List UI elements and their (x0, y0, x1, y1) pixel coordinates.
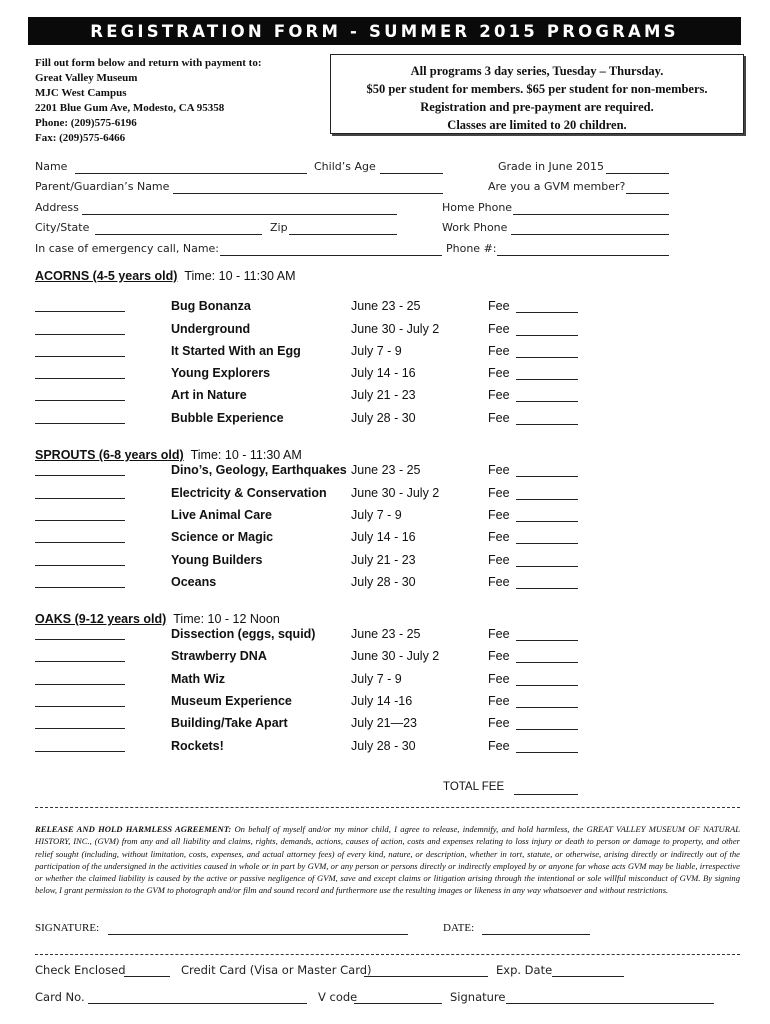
class-date: June 23 - 25 (351, 463, 421, 477)
class-row (0, 411, 770, 431)
card-signature-label: Signature (450, 990, 506, 1004)
class-name: Strawberry DNA (171, 649, 267, 663)
info-line-2: $50 per student for members. $65 per student for non-members. (366, 82, 708, 96)
card-number-label: Card No. (35, 990, 85, 1004)
class-row (0, 716, 770, 736)
divider (35, 954, 740, 955)
name-field[interactable] (75, 173, 307, 174)
section-header-oaks (35, 612, 280, 626)
name-label: Name (35, 160, 68, 173)
class-name: Museum Experience (171, 694, 292, 708)
info-line-3: Registration and pre-payment are required. (420, 100, 654, 114)
exp-date-label: Exp. Date (496, 963, 553, 977)
fee-field[interactable] (516, 379, 578, 380)
fee-label: Fee (488, 486, 510, 500)
fee-label: Fee (488, 694, 510, 708)
emergency-phone-label: Phone #: (446, 242, 497, 255)
signature-field[interactable] (108, 934, 408, 935)
class-row (0, 553, 770, 573)
fee-field[interactable] (516, 476, 578, 477)
class-name: Science or Magic (171, 530, 274, 544)
form-title: REGISTRATION FORM - SUMMER 2015 PROGRAMS (28, 17, 741, 45)
member-field[interactable] (626, 193, 669, 194)
class-date: July 21 - 23 (351, 553, 416, 567)
fee-label: Fee (488, 530, 510, 544)
class-name: Dino’s, Geology, Earthquakes (171, 463, 347, 477)
emergency-phone-field[interactable] (497, 255, 669, 256)
enroll-blank[interactable] (35, 706, 125, 707)
fee-field[interactable] (516, 662, 578, 663)
class-row (0, 530, 770, 550)
class-row (0, 575, 770, 595)
class-name: Bubble Experience (171, 411, 284, 425)
class-date: June 30 - July 2 (351, 649, 440, 663)
class-name: Math Wiz (171, 672, 226, 686)
member-label: Are you a GVM member? (488, 180, 626, 193)
work-phone-label: Work Phone (442, 221, 508, 234)
section-title: ACORNS (4-5 years old) (35, 269, 178, 283)
credit-card-field[interactable] (364, 976, 488, 977)
program-info-box (330, 54, 744, 134)
release-heading: RELEASE AND HOLD HARMLESS AGREEMENT: (35, 824, 232, 834)
check-enclosed-label: Check Enclosed (35, 963, 126, 977)
enroll-blank[interactable] (35, 498, 125, 499)
class-row (0, 388, 770, 408)
contact-fax: Fax: (209)575-6466 (35, 132, 126, 144)
section-time: Time: 10 - 12 Noon (173, 612, 280, 626)
fee-field[interactable] (516, 588, 578, 589)
class-name: Bug Bonanza (171, 299, 251, 313)
class-name: Building/Take Apart (171, 716, 288, 730)
fee-field[interactable] (516, 543, 578, 544)
enroll-blank[interactable] (35, 565, 125, 566)
section-header-sprouts (35, 448, 302, 462)
grade-label: Grade in June 2015 (498, 160, 605, 173)
total-fee-field[interactable] (514, 794, 578, 795)
fee-label: Fee (488, 716, 510, 730)
class-row (0, 366, 770, 386)
home-phone-field[interactable] (513, 214, 669, 215)
enroll-blank[interactable] (35, 334, 125, 335)
total-fee-label: TOTAL FEE (443, 781, 505, 793)
vcode-label: V code (318, 990, 358, 1004)
class-name: It Started With an Egg (171, 344, 301, 358)
class-row (0, 739, 770, 759)
enroll-blank[interactable] (35, 520, 125, 521)
check-enclosed-field[interactable] (124, 976, 170, 977)
enroll-blank[interactable] (35, 728, 125, 729)
fee-field[interactable] (516, 312, 578, 313)
class-date: July 28 - 30 (351, 739, 416, 753)
class-row (0, 344, 770, 364)
class-name: Young Builders (171, 553, 263, 567)
class-date: July 7 - 9 (351, 508, 402, 522)
class-date: July 14 -16 (351, 694, 413, 708)
fee-label: Fee (488, 411, 510, 425)
class-date: June 30 - July 2 (351, 322, 440, 336)
parent-label: Parent/Guardian’s Name (35, 180, 170, 193)
class-name: Oceans (171, 575, 217, 589)
class-date: July 28 - 30 (351, 575, 416, 589)
fee-field[interactable] (516, 685, 578, 686)
contact-campus: MJC West Campus (35, 87, 127, 99)
class-date: June 23 - 25 (351, 299, 421, 313)
enroll-blank[interactable] (35, 423, 125, 424)
home-phone-label: Home Phone (442, 201, 513, 214)
release-agreement (35, 823, 740, 897)
class-name: Art in Nature (171, 388, 247, 402)
fee-label: Fee (488, 344, 510, 358)
fee-label: Fee (488, 366, 510, 380)
class-name: Rockets! (171, 739, 224, 753)
class-row (0, 322, 770, 342)
class-row (0, 486, 770, 506)
fee-field[interactable] (516, 335, 578, 336)
fee-label: Fee (488, 649, 510, 663)
address-field[interactable] (82, 214, 397, 215)
class-date: July 7 - 9 (351, 672, 402, 686)
class-date: July 28 - 30 (351, 411, 416, 425)
contact-phone: Phone: (209)575-6196 (35, 117, 137, 129)
fee-field[interactable] (516, 729, 578, 730)
childs-age-label: Child’s Age (314, 160, 376, 173)
enroll-blank[interactable] (35, 356, 125, 357)
fee-label: Fee (488, 463, 510, 477)
fee-label: Fee (488, 388, 510, 402)
class-date: July 21 - 23 (351, 388, 416, 402)
enroll-blank[interactable] (35, 400, 125, 401)
class-row (0, 508, 770, 528)
class-date: July 7 - 9 (351, 344, 402, 358)
zip-label: Zip (270, 221, 288, 234)
class-row (0, 694, 770, 714)
date-field[interactable] (482, 934, 590, 935)
class-name: Electricity & Conservation (171, 486, 327, 500)
card-signature-field[interactable] (506, 1003, 714, 1004)
enroll-blank[interactable] (35, 684, 125, 685)
fee-label: Fee (488, 508, 510, 522)
city-state-field[interactable] (95, 234, 262, 235)
date-label: DATE: (443, 922, 475, 934)
release-text: On behalf of myself and/or my minor child, I agree to release, indemnify, and hold harmless, the GREAT VALLEY MUSEUM OF NATURAL HISTORY, INC., (GVM) from any and all liability and claims, rights, demands, actions, causes of action, costs and expenses relating to loss injury or death to person or damage to property, and other relief sought (including, without limitation, costs, expenses, and actual attorney fees) of every kind, nature, or description, whether in tort, statute, or otherwise, arising directly or indirectly out of the participation of the undersigned in the activities caused in whole or in part by GVM, or any person or persons directly or indirectly employed by or anyone for whose acts GVM may be liable, irrespective or whether the claimed liability is caused by the active or passive negligence of GVM, save and except claims or litigation arising through the intentional or sole willful misconduct of GVM. By signing below, I grant permission to the GVM to photograph and/or film and sound record and furthermore use the resulting images or likeness in any way whatsoever and without restrictions. (35, 824, 740, 896)
class-date: July 14 - 16 (351, 530, 416, 544)
fee-field[interactable] (516, 499, 578, 500)
enroll-blank[interactable] (35, 661, 125, 662)
section-header-acorns (35, 269, 296, 283)
fee-label: Fee (488, 299, 510, 313)
emergency-label: In case of emergency call, Name: (35, 242, 220, 255)
class-name: Underground (171, 322, 251, 336)
fee-label: Fee (488, 672, 510, 686)
city-state-label: City/State (35, 221, 90, 234)
fee-field[interactable] (516, 566, 578, 567)
fee-field[interactable] (516, 521, 578, 522)
parent-field[interactable] (173, 193, 443, 194)
vcode-field[interactable] (354, 1003, 442, 1004)
childs-age-field[interactable] (380, 173, 443, 174)
contact-address: 2201 Blue Gum Ave, Modesto, CA 95358 (35, 102, 225, 114)
class-date: July 21—23 (351, 716, 418, 730)
fee-field[interactable] (516, 357, 578, 358)
fee-field[interactable] (516, 752, 578, 753)
fee-field[interactable] (516, 707, 578, 708)
class-row (0, 299, 770, 319)
class-row (0, 672, 770, 692)
fee-label: Fee (488, 627, 510, 641)
fee-field[interactable] (516, 401, 578, 402)
section-time: Time: 10 - 11:30 AM (184, 269, 296, 283)
class-name: Dissection (eggs, squid) (171, 627, 316, 641)
contact-org: Great Valley Museum (35, 72, 138, 84)
emergency-name-field[interactable] (220, 255, 442, 256)
enroll-blank[interactable] (35, 311, 125, 312)
enroll-blank[interactable] (35, 542, 125, 543)
section-title: OAKS (9-12 years old) (35, 612, 167, 626)
divider (35, 807, 740, 808)
fee-label: Fee (488, 739, 510, 753)
class-row (0, 463, 770, 483)
class-date: June 30 - July 2 (351, 486, 440, 500)
contact-intro: Fill out form below and return with payment to: (35, 57, 262, 69)
info-line-4: Classes are limited to 20 children. (447, 118, 627, 132)
enroll-blank[interactable] (35, 475, 125, 476)
class-name: Young Explorers (171, 366, 271, 380)
enroll-blank[interactable] (35, 639, 125, 640)
info-line-1: All programs 3 day series, Tuesday – Thursday. (410, 64, 664, 78)
class-row (0, 649, 770, 669)
enroll-blank[interactable] (35, 378, 125, 379)
fee-label: Fee (488, 575, 510, 589)
signature-label: SIGNATURE: (35, 922, 100, 934)
section-title: SPROUTS (6-8 years old) (35, 448, 184, 462)
class-row (0, 627, 770, 647)
zip-field[interactable] (289, 234, 397, 235)
work-phone-field[interactable] (511, 234, 669, 235)
fee-label: Fee (488, 322, 510, 336)
card-number-field[interactable] (88, 1003, 307, 1004)
class-name: Live Animal Care (171, 508, 272, 522)
class-date: June 23 - 25 (351, 627, 421, 641)
exp-date-field[interactable] (552, 976, 624, 977)
contact-block (35, 56, 262, 146)
enroll-blank[interactable] (35, 587, 125, 588)
enroll-blank[interactable] (35, 751, 125, 752)
address-label: Address (35, 201, 79, 214)
class-date: July 14 - 16 (351, 366, 416, 380)
fee-field[interactable] (516, 424, 578, 425)
fee-field[interactable] (516, 640, 578, 641)
credit-card-label: Credit Card (Visa or Master Card) (181, 963, 372, 977)
grade-field[interactable] (606, 173, 669, 174)
fee-label: Fee (488, 553, 510, 567)
section-time: Time: 10 - 11:30 AM (190, 448, 302, 462)
